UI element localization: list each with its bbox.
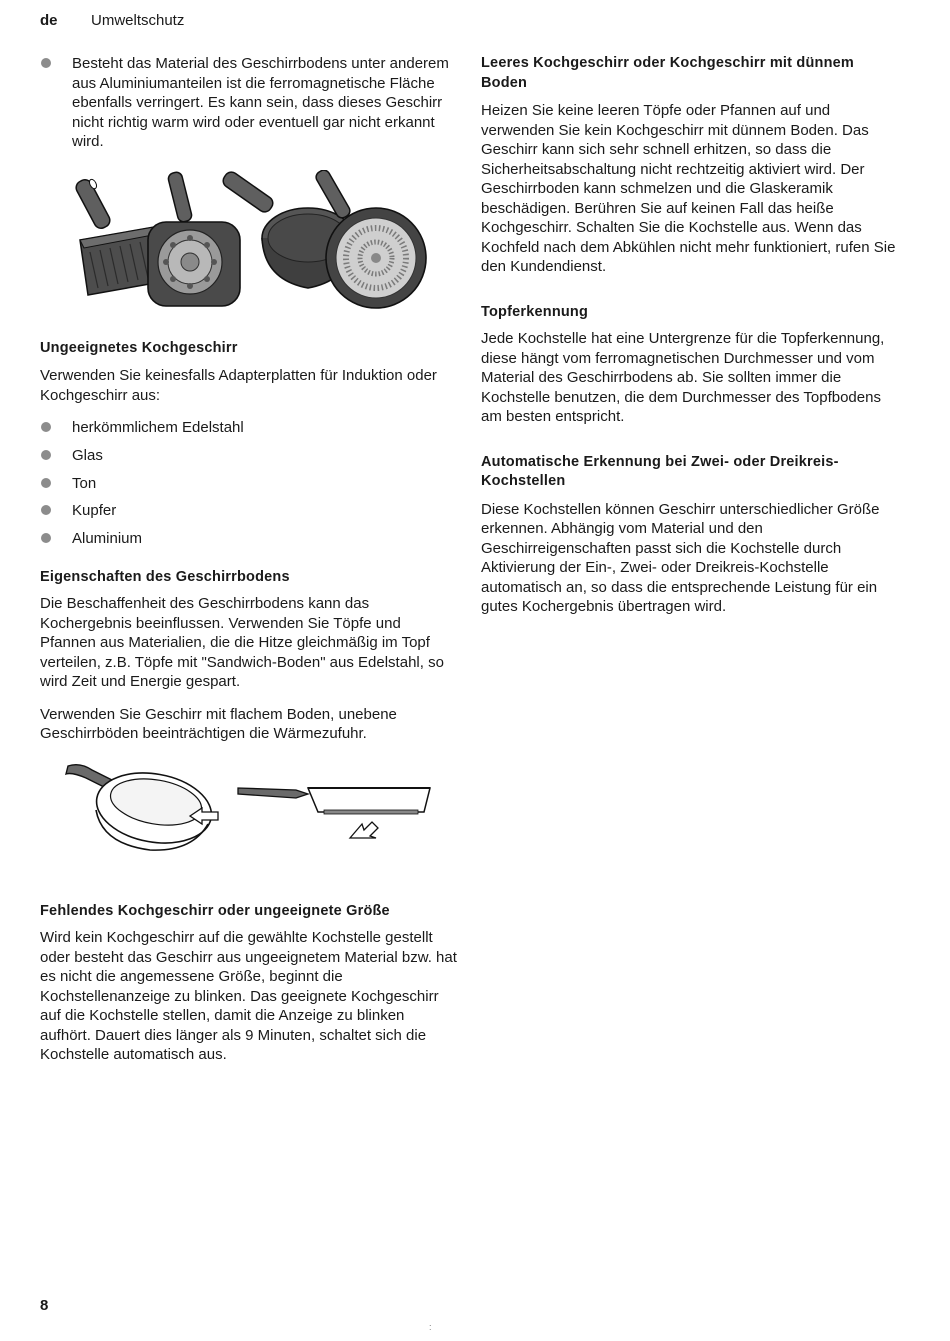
flat-bottom-illustration bbox=[40, 758, 458, 870]
heading-detection: Topferkennung bbox=[481, 303, 589, 320]
heading-unsuitable: Ungeeignetes Kochgeschirr bbox=[40, 339, 238, 356]
list-item: herkömmlichem Edelstahl bbox=[40, 418, 458, 438]
auto-detection-text: Diese Kochstellen können Geschirr unterschiedlicher Größe erkennen. Abhängig vom Material und den Geschirreigenschaften passt sich die Kochstelle durch Aktivierung der Ein-, Zwei- oder Dreikreis-Kochstelle automatisch an, so dass die entsprechende Leistung für ein gutes Kochergebnis übertragen wird. bbox=[481, 500, 880, 615]
right-column bbox=[481, 54, 901, 617]
heading-empty-cookware: Leeres Kochgeschirr oder Kochgeschirr mit dünnem Boden bbox=[481, 55, 854, 91]
missing-text: Wird kein Kochgeschirr auf die gewählte Kochstelle gestellt oder besteht das Geschirr aus ungeeignetem Material bzw. hat es nicht die angemessene Größe, beginnt die Kochstellenanzeige zu blinken. Das geeignete Kochgeschirr auf die Kochstelle stellen, damit die Anzeige zu blinken aufhört. Dauert dies länger als 9 Minuten, schaltet sich die Kochstelle automatisch aus. bbox=[40, 929, 457, 1064]
intro-bullet: Besteht das Material des Geschirrbodens unter anderem aus Aluminiumanteilen ist die ferromagnetische Fläche ebenfalls verringert. Es kann sein, dass dieses Geschirr nicht richtig warm wird oder eventuell gar nicht erkannt wird. bbox=[40, 54, 458, 152]
left-column bbox=[40, 54, 458, 1065]
page-number: 8 bbox=[40, 1297, 49, 1314]
list-item: Glas bbox=[40, 446, 458, 466]
detection-text: Jede Kochstelle hat eine Untergrenze für die Topferkennung, diese hängt vom ferromagnetischen Durchmesser und vom Material des Geschirrbodens ab. Sie sollten immer die Kochstelle benutzen, die dem Durchmesser des Topfbodens am besten entspricht. bbox=[481, 330, 885, 425]
language-code: de bbox=[40, 12, 58, 29]
properties-text-1: Die Beschaffenheit des Geschirrbodens kann das Kochergebnis beeinflussen. Verwenden Sie Töpfe und Pfannen aus Materialien, die die Hitze gleichmäßig im Topf verteilen, z.B. Töpfe mit "Sandwich-Boden" aus Edelstahl, so wird Zeit und Energie gespart. bbox=[40, 595, 444, 691]
section-title: Umweltschutz bbox=[91, 12, 185, 29]
list-item: Aluminium bbox=[40, 529, 458, 549]
footer-mark: : bbox=[429, 1322, 432, 1332]
heading-auto-detection: Automatische Erkennung bei Zwei- oder Dreikreis-Kochstellen bbox=[481, 453, 839, 489]
empty-cookware-text: Heizen Sie keine leeren Töpfe oder Pfannen auf und verwenden Sie kein Kochgeschirr mit dünnem Boden. Das Geschirr kann sich sehr schnell erhitzen, so dass die Sicherheitsabschaltung nicht rechtzeitig aktiviert wird. Der Geschirrboden kann schmelzen und die Glaskeramik beschädigen. Berühren Sie auf keinen Fall das heiße Kochgeschirr. Schalten Sie die Kochstelle aus. Wenn das Kochfeld nach dem Abkühlen nicht mehr funktioniert, rufen Sie den Kundendienst. bbox=[481, 102, 896, 275]
round-pan-bottom bbox=[314, 170, 426, 308]
heading-properties: Eigenschaften des Geschirrbodens bbox=[40, 568, 290, 585]
uneven-pan bbox=[66, 764, 218, 851]
grill-pan-bottom bbox=[148, 171, 240, 306]
list-item: Kupfer bbox=[40, 501, 458, 521]
unsuitable-text: Verwenden Sie keinesfalls Adapterplatten für Induktion oder Kochgeschirr aus: bbox=[40, 367, 437, 404]
pans-illustration bbox=[40, 170, 458, 315]
heading-missing: Fehlendes Kochgeschirr oder ungeeignete Größe bbox=[40, 902, 390, 919]
flat-pan bbox=[238, 788, 430, 838]
page-header bbox=[40, 12, 185, 29]
list-item: Ton bbox=[40, 474, 458, 494]
unsuitable-list bbox=[40, 418, 458, 549]
properties-text-2: Verwenden Sie Geschirr mit flachem Boden, unebene Geschirrböden beeinträchtigen die Wärmezufuhr. bbox=[40, 705, 397, 743]
